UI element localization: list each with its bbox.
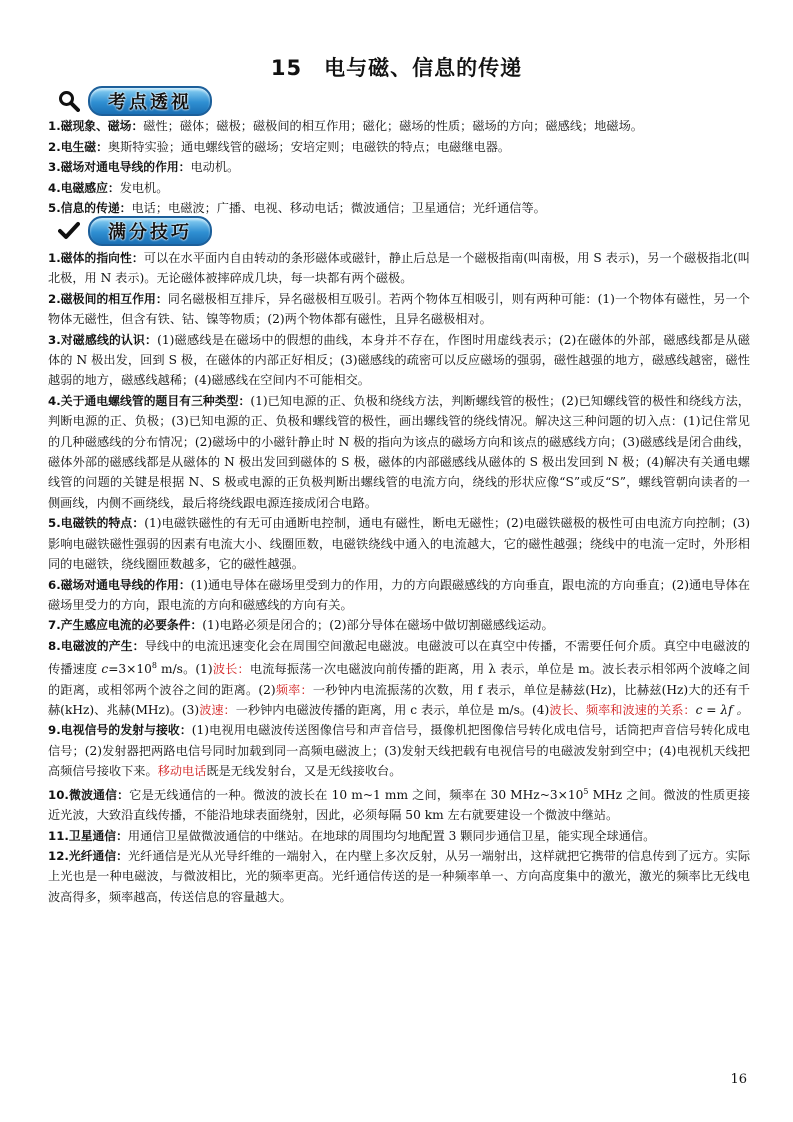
item-key: 7.产生感应电流的必要条件： [48, 618, 203, 633]
kaodian-item [48, 157, 750, 178]
jiqiao-item [48, 248, 750, 289]
kaodian-item [48, 137, 750, 158]
item-text: (1)电路必须是闭合的；(2)部分导体在磁场中做切割磁感线运动。 [202, 618, 554, 633]
item-text: (1)通电导体在磁场里受到力的作用，力的方向跟磁感线的方向垂直，跟电流的方向垂直；(2)通电导体在磁场里受力的方向，跟电流的方向和磁感线的方向有关。 [48, 577, 750, 612]
item-key: 4.关于通电螺线管的题目有三种类型： [48, 393, 251, 408]
item-key: 2.磁极间的相互作用： [48, 291, 168, 306]
item-key: 2.电生磁： [48, 139, 108, 154]
item-key: 4.电磁感应： [48, 180, 120, 195]
jiqiao-item-10 [48, 782, 750, 826]
jiqiao-item [48, 330, 750, 391]
jiqiao-item [48, 615, 750, 635]
wavelength-label: 波长： [212, 662, 250, 677]
page-number: 16 [730, 1072, 747, 1087]
mobile-phone-label: 移动电话 [157, 764, 207, 779]
item-text: 一秒钟内电磁波传播的距离，用 c 表示，单位是 m/s。(4) [235, 703, 550, 717]
jiqiao-banner-label: 满分技巧 [108, 222, 192, 243]
jiqiao-item [48, 391, 750, 513]
item-text: 光纤通信是光从光导纤维的一端射入，在内壁上多次反射，从另一端射出，这样就把它携带的信息传到了远方。实际上光也是一种电磁波，与微波相比，光的频率更高。光纤通信传送的是一种频率单一、方向高度集中的激光，激光的频率比无线电波高得多，频率越高，传送信息的容量越大。 [48, 848, 751, 904]
kaodian-banner-label: 考点透视 [108, 92, 192, 113]
item-key: 9.电视信号的发射与接收： [48, 723, 192, 738]
speed-unit: m/s。(1) [156, 662, 213, 677]
jiqiao-section [48, 248, 750, 907]
item-text: (1)已知电源的正、负极和绕线方法，判断螺线管的极性；(2)已知螺线管的极性和绕线方法，判断电源的正、负极；(3)已知电源的正、负极和螺线管的极性，画出螺线管的绕线情况。解决这三种问题的切入点：(1)记住常见的几种磁感线的分布情况；(2)磁场中的小磁针静止时 N 极的指向为该点的磁场方向和该点的磁感线方向；(3)磁感线是闭合曲线，磁体外部的磁感线都是从磁体的 N 极出发回到磁体的 S 极，磁体的内部磁感线从磁体的 S 极出发回到 N 极；(4)解决有关通电螺线管的问题的关键是根据 N、S 极或电源的正负极判断出螺线管的电流方向，绕线的形状应像“S”或反“S”，螺线管朝向读者的一侧画线，内侧不画绕线，最后将绕线跟电源连接成闭合电路。 [48, 393, 750, 510]
kaodian-section [48, 116, 750, 219]
wave-speed-label: 波速： [199, 703, 236, 717]
relation-label: 波长、频率和波速的关系： [549, 703, 696, 717]
item-text: 同名磁极相互排斥，异名磁极相互吸引。若两个物体互相吸引，则有两种可能：(1)一个物体有磁性，另一个物体无磁性，但含有铁、钴、镍等物质；(2)两个物体都有磁性，且异名磁极相对。 [48, 291, 750, 327]
item-key: 6.磁场对通电导线的作用： [48, 577, 191, 592]
relation-formula: c = λf 。 [695, 703, 749, 717]
item-text: 电动机。 [190, 160, 240, 175]
search-icon [54, 87, 84, 115]
item-key: 11.卫星通信： [48, 828, 128, 843]
item-key: 3.磁场对通电导线的作用： [48, 160, 191, 175]
item-text: 可以在水平面内自由转动的条形磁体或磁针，静止后总是一个磁极指南(叫南极，用 S 表示)，另一个磁极指北(叫北极，用 N 表示)。无论磁体被摔碎成几块，每一块都有两个磁极。 [48, 251, 750, 286]
jiqiao-item [48, 289, 750, 330]
frequency-label: 频率： [275, 682, 313, 697]
jiqiao-item [48, 575, 750, 616]
item-text: 它是无线通信的一种。微波的波长在 10 m~1 mm 之间，频率在 30 MHz~3×10 [129, 787, 584, 802]
jiqiao-item-11 [48, 826, 750, 846]
check-icon [54, 217, 84, 245]
item-text: 电话；电磁波；广播、电视、移动电话；微波通信；卫星通信；光纤通信等。 [131, 201, 546, 216]
item-text: 导线中的电流迅速变化会在周围空间激起电磁波。电磁波可以在真空中传播，不需要任何介质。真空中电磁波的传播速度 [48, 638, 750, 677]
item-text: 发电机。 [119, 180, 169, 195]
jiqiao-banner-pill [88, 216, 212, 246]
item-key: 5.信息的传递： [48, 201, 132, 216]
item-text: 电流每振荡一次电磁波向前传播的距离，用 λ 表示，单位是 m。波长表示相邻两个波峰之间的距离，或相邻两个波谷之间的距离。(2) [48, 662, 751, 697]
speed-equation: =3×10 [108, 662, 152, 677]
jiqiao-banner [54, 216, 212, 246]
item-key: 1.磁体的指向性： [48, 251, 144, 265]
item-text: 一秒钟内电流振荡的次数，用 f 表示，单位是赫兹(Hz)，比赫兹(Hz)大的还有千赫(kHz)、兆赫(MHz)。(3) [48, 682, 750, 717]
jiqiao-item-8 [48, 636, 750, 721]
item-key: 3.对磁感线的认识： [48, 332, 158, 347]
kaodian-banner-pill [88, 86, 212, 116]
speed-exponent: 8 [151, 661, 157, 671]
item-text: (1)磁感线是在磁场中的假想的曲线，本身并不存在，作图时用虚线表示；(2)在磁体的外部，磁感线都是从磁体的 N 极出发，回到 S 极，在磁体的内部正好相反；(3)磁感线的疏密可以反应磁场的强弱，磁性越强的地方，磁感线越密，磁性越弱的地方，磁感线越稀；(4)磁感线在空间内不可能相交。 [48, 332, 750, 388]
kaodian-banner [54, 86, 212, 116]
item-key: 12.光纤通信： [48, 848, 128, 863]
jiqiao-item-12 [48, 846, 750, 907]
item-key: 8.电磁波的产生： [48, 638, 145, 653]
item-text: 磁性；磁体；磁极；磁极间的相互作用；磁化；磁场的性质；磁场的方向；磁感线；地磁场。 [143, 119, 643, 133]
frequency-exponent: 5 [583, 786, 589, 796]
item-text: MHz 之间。微波的性质更接近光波，大致沿直线传播，不能沿地球表面绕射，因此，必须每隔 50 km 左右就要建设一个微波中继站。 [48, 787, 750, 823]
kaodian-item [48, 116, 750, 137]
speed-variable: c [101, 662, 109, 677]
item-text: 奥斯特实验；通电螺线管的磁场；安培定则；电磁铁的特点；电磁继电器。 [107, 139, 511, 154]
item-text: (1)电视用电磁波传送图像信号和声音信号，摄像机把图像信号转化成电信号，话筒把声音信号转化成电信号；(2)发射器把两路电信号同时加载到同一高频电磁波上；(3)发射天线把载有电视信号的电磁波发射到空中；(4)电视机天线把高频信号接收下来。 [48, 723, 750, 779]
jiqiao-item-9 [48, 720, 750, 781]
jiqiao-item [48, 513, 750, 574]
item-text: (1)电磁铁磁性的有无可由通断电控制，通电有磁性，断电无磁性；(2)电磁铁磁极的极性可由电流方向控制；(3)影响电磁铁磁性强弱的因素有电流大小、线圈匝数，电磁铁绕线中通入的电流越大，它的磁性越强；绕线中的电流一定时，外形相同的电磁铁，绕线圈匝数越多，它的磁性越强。 [48, 516, 750, 572]
item-key: 10.微波通信： [48, 787, 130, 802]
item-key: 5.电磁铁的特点： [48, 516, 145, 531]
item-text: 既是无线发射台，又是无线接收台。 [206, 764, 402, 779]
item-text: 用通信卫星做微波通信的中继站。在地球的周围均匀地配置 3 颗同步通信卫星，能实现全球通信。 [127, 828, 656, 843]
kaodian-item [48, 178, 750, 199]
page-title: 15 电与磁、信息的传递 [270, 56, 523, 80]
item-key: 1.磁现象、磁场： [48, 119, 144, 133]
